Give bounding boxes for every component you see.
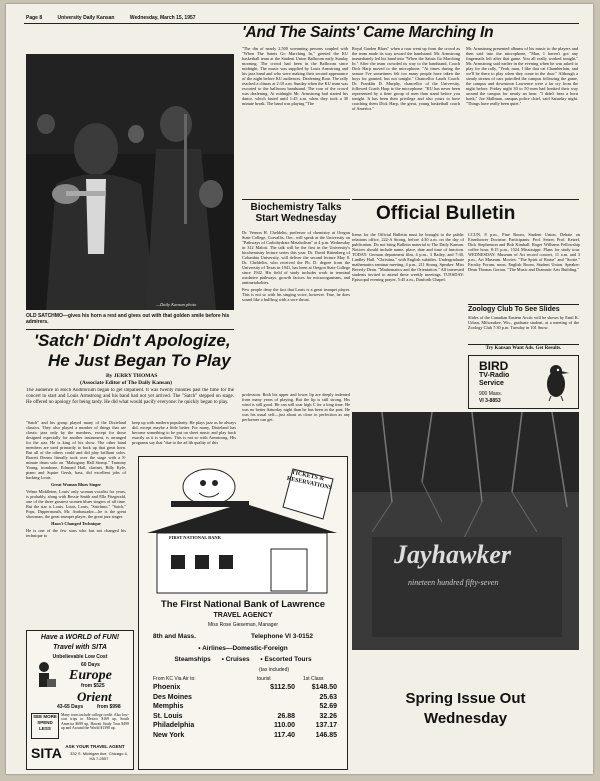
satch-col1b-text: Velma Middleton, Louis' only woman vocalist for years, is probably, along with Bessie Smith and Ella Fitzgerald, one of the three greatest women blues singers of all time. But the star is Louis. Louis, Louis, "Satchmo," "Satch," Pops, Dippermouth, Mr. Ambassador—he is the great showman, the great trumpet player, the great jazz singer. [26,489,126,519]
sita-europe: Europe [69,668,112,683]
sita-also: Many tours include college credit. Also low-cost trips to Mexico $169 up, South America $699 up, Hawaii Study Tour $498 up and Around the World $1398 up. [61,713,129,731]
issue-date: Wednesday, March 15, 1957 [129,15,196,21]
photo-caption: OLD SATCHMO—gives his horn a rest and gives out with that golden smile before his admirers. [26,313,230,325]
sita-line3: Unbelievable Low Cost [52,654,108,660]
page-number: Page 8 [26,15,43,21]
sita-days-2: 43-65 Days [57,704,84,710]
paper-name: University Daily Kansan [57,15,115,21]
satch-byline: By JERRY THOMAS [106,373,158,379]
biochem-sub: Few people deny the fact that Louis is a great trumpet player. This is not so with his singing voice, however. True, he does sound like a bullfrog with a sore throat. [242,287,350,302]
fare-tourist: 26.88 [277,712,295,720]
satch-rule [26,329,234,330]
sita-address: 332 S. Michigan Ave. Chicago 4, HA 7-2557 [70,751,128,761]
sita-see-more: SEE MORE SPEND LESS [31,713,59,739]
satch-col1c-text: He is one of the few stars who has not changed his technique to [26,528,126,538]
bank-name: The First National Bank of Lawrence [160,599,326,610]
fare-first: 25.63 [319,693,337,701]
want-ads-note: Try Kansan Want Ads. Get Results. [485,346,562,351]
fares-from: From KC Via Air to: [153,676,196,682]
zoology-text: Slides of the Canadian Eastern Arctic will be shown by Emil K. Urban, Milwaukee, Wis., graduate student, at a meeting of the Zoology Club 7:30 p.m. Tuesday in 101 Snow. [468,315,579,330]
bird-phone: VI 3-8853 [479,398,501,404]
fare-first: 146.85 [315,731,337,739]
fare-city: Des Moines [153,693,192,701]
traveler-icon [31,661,57,693]
biochem-rule [242,199,350,200]
newspaper-page [6,4,593,774]
bird-logo-icon [539,362,573,402]
bank-address: 8th and Mass. [153,633,196,640]
page-header [26,15,576,21]
jayhawker-title: Jayhawker [394,540,511,569]
armstrong-photo [26,54,234,310]
fare-city: Phoenix [153,684,181,691]
fare-row [153,713,337,723]
bank-travel-agency: TRAVEL AGENCY [213,612,273,619]
jayhawker-image [352,412,579,650]
satch-col1-text: "Satch" and his group played many of the Dixieland classics. They also played a number of things that are classic jazz only by the numbers, except for those designed especially for another instrument, is arranged for the star. He is king of his show. The other band members are used primarily to back up that great horn. But all of the others could and did play brilliant solos. Barrett Deems literally took over the stage with a 8-minute drum solo on "Mahogany Hall Stomp." Trummy Young, trombone, Edmond Hall, clarinet, Billy Kyle, piano and Squire Gersh, bass, did excellent jobs of backing Louis. [26,420,126,480]
jayhawker-subtitle: nineteen hundred fifty-seven [408,578,499,587]
biochem-text [242,230,350,390]
biochem-headline: Biochemistry Talks Start Wednesday [250,202,342,224]
fare-city: Memphis [153,703,184,710]
sita-price-2: from $998 [97,704,121,710]
bank-phone: Telephone VI 3-0152 [251,633,314,640]
bulletin-rule [352,199,579,200]
bank-services-2: Steamships • Cruises • Escorted Tours [174,656,312,663]
satch-continued: profession. Both his upper and lower lip are deeply indented from many years of playing. But the lip is still strong. His wind is still good. He can still soar high C for a long time. He was no better Saturday night than he has been in the past. He was his usual self—just about as close to perfection as any performer can get. [242,392,350,422]
fare-row [153,732,337,742]
sita-orient: Orient [77,689,112,704]
bulletin-title: Official Bulletin [376,203,516,224]
zoology-headline: Zoology Club To See Slides [468,306,560,313]
saints-column-2: Royal Garden Blues" when a roar went up from the crowd as the team made its way toward the bandstand. Mr. Armstrong immediately led his band into "When the Saints Go Marching In." After the team crowded its way to the bandstand, Coach Dick Harp moved to the microphone. "At times during the season I've sometimes felt too many people have taken the boys for granted, but not tonight." Chancellor Lauds Coach. Dr. Franklin D. Murphy, chancellor of the University, followed Coach Harp to the microphone. "KU has never been represented by a finer group of men than stand before you tonight. It has been their privilege and also yours to have coaching them Dick Harp, the great, young basketball coach of America." [352,46,460,111]
fare-city: New York [153,731,185,739]
bank-ad [138,456,348,770]
fare-tourist: 110.00 [273,722,295,729]
fare-first: 137.17 [315,722,337,729]
sita-days-1: 60 Days [81,662,100,668]
fare-city: Philadelphia [153,722,195,729]
fare-first: 52.69 [319,703,337,710]
fare-tourist [249,694,295,704]
tickets-sign: TICKETS & RESERVATIONS [286,469,333,492]
bird-line2: TV-Radio [479,372,510,379]
photo-credit: —Daily Kansan photo [156,302,197,307]
saints-column-3: Mr. Armstrong presented albums of his music to the players and then said into the microphone, "Man, I haven't got any fingernails left after that game. You all really worked tonight." Mr. Armstrong said earlier in the evening when he was asked to play for the rally, "Yeah, man, I like that cat Chamberlain, and we'll be there to play when they come in the door." Although a steady stream of cars patrolled the campus following the game, the campus and downtown Lawrence were a far cry from the night before. Friday night 30 to 50 men had honked their way around the campus for nearly an hour. "I didn't hear a horn honk," Joe Skillman, campus police chief, said Saturday night. "Things have really been quiet." [466,46,578,106]
bird-line3: Service [479,380,504,387]
jayhawker-photo [352,412,579,650]
bird-tv-ad [468,355,579,409]
sita-line2: Travel with SITA [53,644,107,651]
bank-services-1: • Airlines—Domestic-Foreign [198,645,288,652]
spring-issue-line-1: Spring Issue Out [405,690,526,707]
satch-headline-1: 'Satch' Didn't Apologize, [34,331,231,350]
sita-line1: Have a WORLD of FUN! [40,634,120,641]
bulletin-right: CCUN, 8 p.m., Pine Room, Student Union. Debate on Eisenhower Doctrine. Participants: Prof. Setzer, Prof. Ketzel, Dick Stephenson and Bob Kimball. Roger Williams Fellowship coffee hour, 8:15 p.m., 1524 Mississippi. Plans for study tour. WEDNESDAY: Museum of Art record concert, 11 a.m. and 3 p.m., Art Museum. Movies: "The Spirit of Rome" and "Sortie." Faculty Forum, noon, English Room, Student Union. Speaker: Dean Thomas Gorton. "The Music and Dramatic Arts Building." [468,232,580,272]
fare-city: St. Louis [153,712,183,720]
fare-row [153,722,337,732]
fare-tourist: $112.50 [270,684,295,691]
fare-tourist: 117.40 [273,731,295,739]
fare-first: $148.50 [311,684,337,691]
ads-rule-top [468,344,579,345]
fare-row [153,703,337,713]
fare-tourist [249,703,295,713]
saints-headline: 'And The Saints' Came Marching In [242,24,494,41]
first-class-header: 1st Class [303,676,324,682]
satch-sub-1: Great Woman Blues Singer [50,482,102,487]
fare-table [153,684,337,741]
fare-row [153,684,337,694]
zoology-rule [468,304,579,305]
fare-row [153,694,337,704]
spring-issue-line-2: Wednesday [423,710,508,727]
fare-first: 32.26 [319,712,337,720]
satch-lead: The audience in Hoch Auditorium began to get impatient. It was twenty minutes past the time for the concert to start and Louis Armstrong and his band had not yet arrived. The "Satch" stepped on stage. He offered no apology for being tardy. He did what would pacify everyone: he quickly began to play. [26,388,234,405]
bulletin-left: Items for the Official Bulletin must be brought to the public relations office, 222-A Strong, before 4:30 a.m. on the day of publication. Do not bring Bulletin material to The Daily Kansan. Notices should include name, place, date and time of function. TODAY: German department film, 4 p.m., 3 Bailey, and 7:30, Lindley Hall. "Christina," with English subtitles. Undergraduate mathematics seminar meeting, 4 p.m., 211 Strong. Speaker: Miss Beverly Dean. "Mathematics and the Orientation." All interested students invited to attend these weekly meetings. TUESDAY: Episcopal evening prayer, 5:45 a.m., Danforth Chapel. [352,232,464,282]
photo-image [26,54,234,310]
satch-sub-2: Hasn't Changed Technique [51,521,101,526]
satch-column-2: keep up with modern popularity. He plays jazz as he always did, except maybe a little better. For many, Dixieland has become something to be put on sheet music and play back exactly as it is written. This is not so with Armstrong. His programs say that "due to the ad lib quality of this [132,420,236,445]
bank-sign: FIRST NATIONAL BANK [169,535,222,540]
bird-address: 900 Mass. [479,391,503,397]
biochem-body: Dr. Vernon H. Cheldelin, professor of chemistry at Oregon State College, Corvallis, Ore., will speak at the University on "Pathways of Carbohydrate Metabolism" at 4 p.m. Wednesday in 312 Malott. The talk will be the first in the University's biochemistry lecture series this year. Dr. David Rittenberg of Columbia University, will deliver the second lecture May 8. Dr. Cheldelin, who received the Ph. D. degree from the University of Texas in 1941, has been at Oregon State College since 1942. His field of study includes work in terminal oxidative pathways, growth factors for microorganisms, and antimetabolites. [242,230,350,285]
satch-subline: (Associate Editor of The Daily Kansan) [80,380,172,386]
saints-column-1: "The din of nearly 2,500 screaming persons coupled with "When The Saints Go Marching In," greeted the KU basketball team at the Student Union Ballroom early Sunday morning. The crowd had been in the Ballroom since midnight. The music was supplied by Louis Armstrong and his jazz band and who were making their second appearance of the night before KU audiences. Deafening Roar. The rally reached a climax at 2:10 a.m. Sunday when the KU team was escorted to the ballroom bandstand. The roar of the crowd was deafening. At midnight Mr. Armstrong had started his dance, which lasted until 1:45 a.m. when they took a 30 minute break. The band was playing "The [242,46,348,106]
sita-price-1: from $525 [81,683,105,689]
bird-name: BIRD [479,359,509,373]
tourist-header: tourist [257,676,271,682]
sita-ad [26,630,134,770]
bank-manager: Miss Rose Gieseman, Manager [207,622,279,628]
satch-column-1 [26,420,126,626]
sita-logo: SITA [31,745,62,761]
bank-tax-note: (tax included) [259,667,290,673]
satch-headline-2: He Just Began To Play [48,351,231,370]
sita-ask: ASK YOUR TRAVEL AGENT [65,744,125,749]
